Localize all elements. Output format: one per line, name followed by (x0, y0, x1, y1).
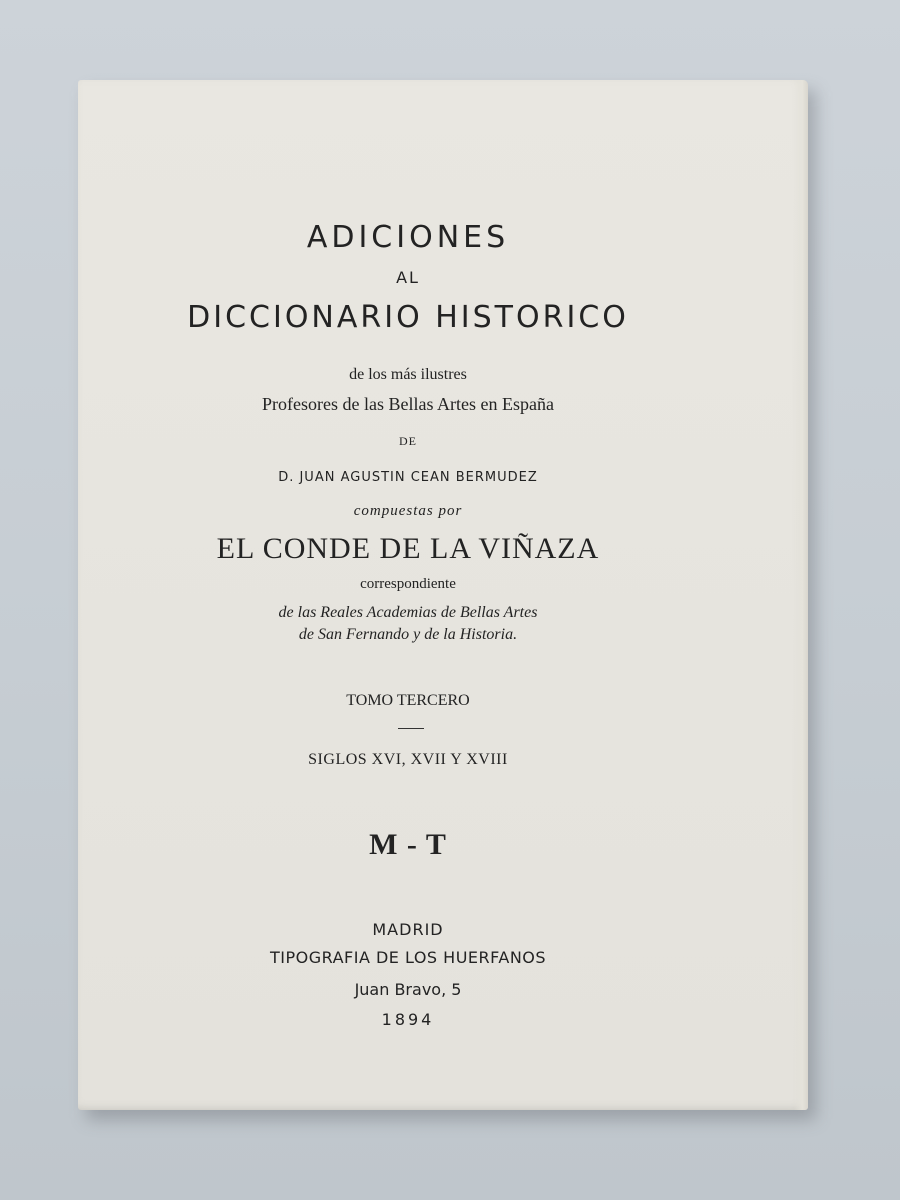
author-name: D. JUAN AGUSTIN CEAN BERMUDEZ (278, 470, 538, 485)
book-cover (78, 80, 808, 1110)
connector-de: DE (399, 434, 417, 448)
publication-year: 1894 (381, 1010, 435, 1029)
compuestas-por: compuestas por (353, 503, 463, 519)
subtitle-line-2: Profesores de las Bellas Artes en España (262, 394, 554, 414)
correspondiente: correspondiente (360, 576, 456, 592)
divider-rule (398, 728, 424, 729)
subtitle-line-1: de los más ilustres (349, 366, 467, 383)
title-adiciones: ADICIONES (306, 220, 510, 255)
publisher-address: Juan Bravo, 5 (354, 980, 462, 999)
publisher: TIPOGRAFIA DE LOS HUERFANOS (269, 948, 547, 967)
academias-line-2: de San Fernando y de la Historia. (298, 626, 518, 643)
centuries-label: SIGLOS XVI, XVII Y XVIII (308, 751, 508, 768)
city: MADRID (372, 920, 444, 939)
letter-range: M - T (369, 828, 447, 861)
title-diccionario: DICCIONARIO HISTORICO (187, 300, 629, 335)
editor-name: EL CONDE DE LA VIÑAZA (216, 532, 600, 565)
volume-label: TOMO TERCERO (346, 692, 470, 709)
academias-line-1: de las Reales Academias de Bellas Artes (278, 604, 538, 621)
title-al: AL (396, 268, 420, 287)
